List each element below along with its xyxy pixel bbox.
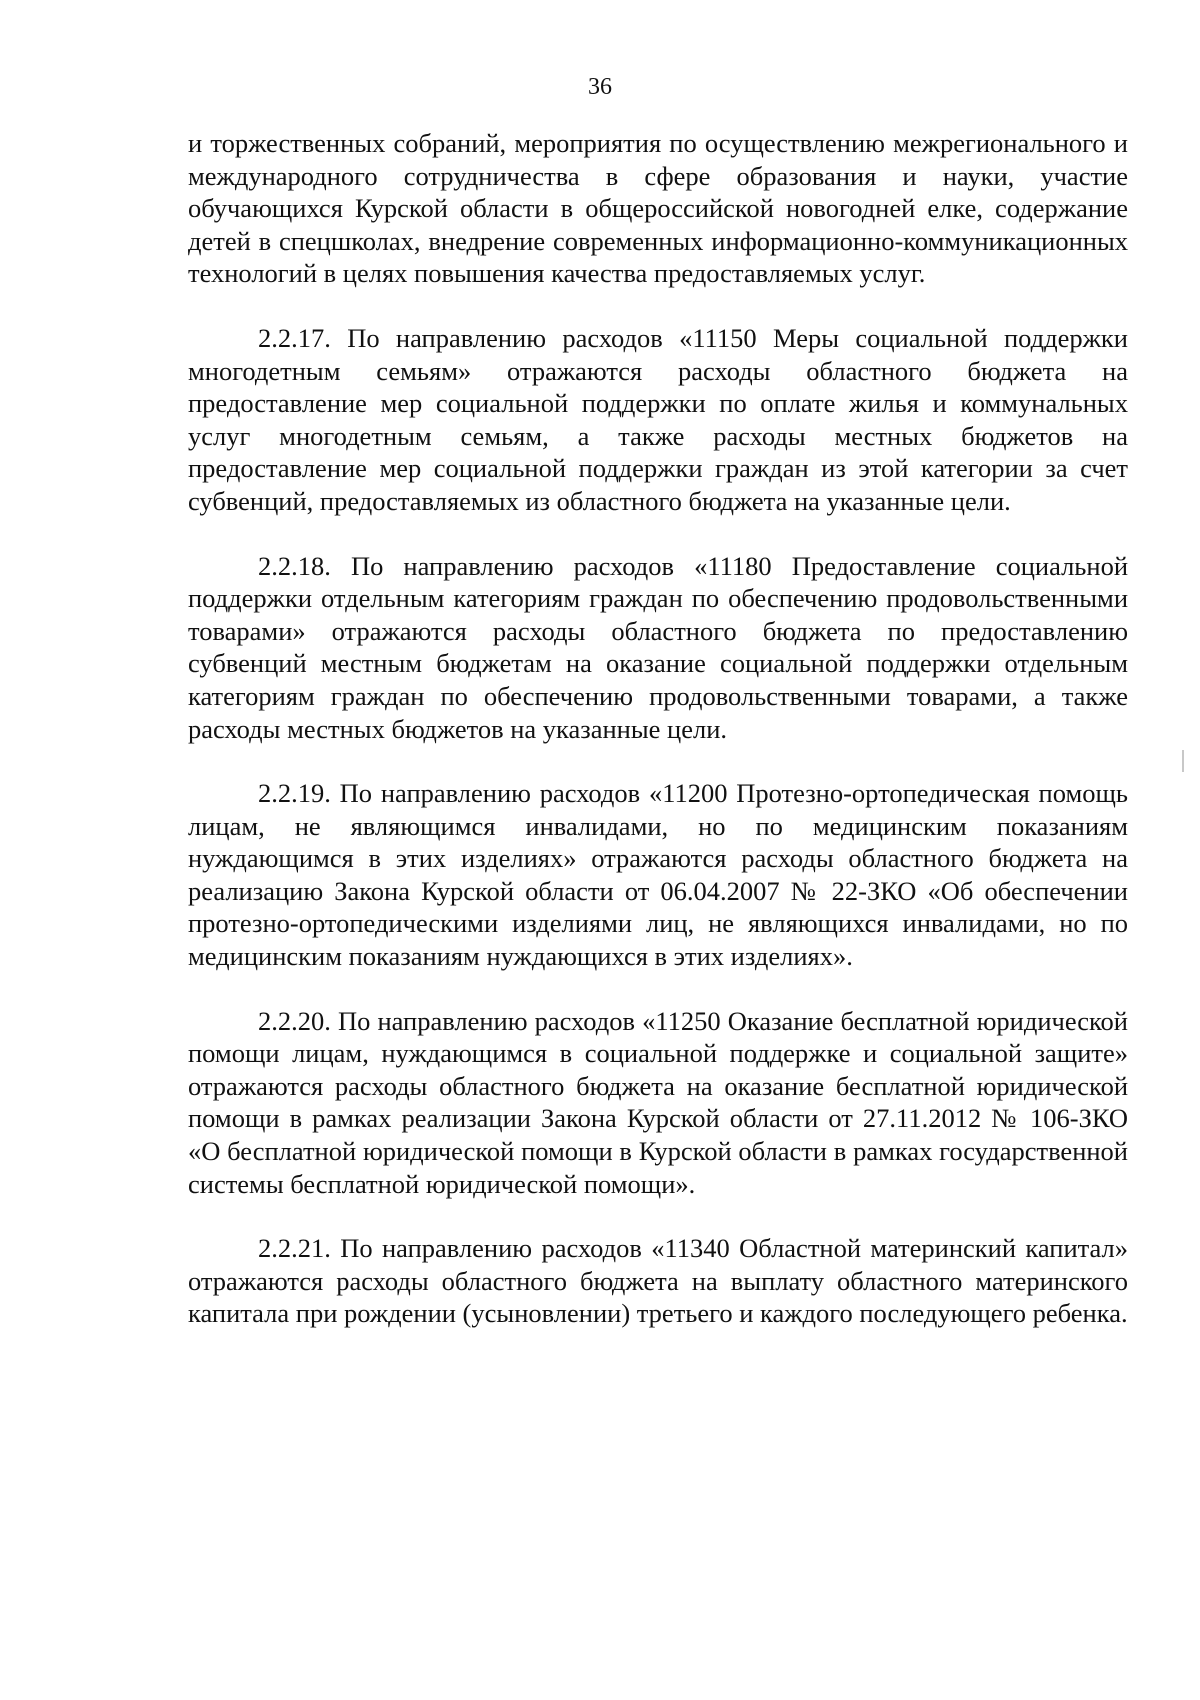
paragraph-2-2-21: 2.2.21. По направлению расходов «11340 Областной материнский капитал» отражаются расходы областного бюджета на выплату областного материнского капитала при рождении (усыновлении) третьего и каждого последующего ребенка. [188, 1233, 1128, 1329]
paragraph-2-2-18: 2.2.18. По направлению расходов «11180 Предоставление социальной поддержки отдельным категориям граждан по обеспечению продовольственными товарами» отражаются расходы областного бюджета по предоставлению субвенций местным бюджетам на оказание социальной поддержки отдельным категориям граждан по обеспечению продовольственными товарами, а также расходы местных бюджетов на указанные цели. [188, 550, 1128, 744]
paragraph-continuation: и торжественных собраний, мероприятия по осуществлению межрегионального и международного сотрудничества в сфере образования и науки, участие обучающихся Курской области в общероссийской новогодней елке, содержание детей в спецшколах, внедрение современных информационно-коммуникационных технологий в целях повышения качества предоставляемых услуг. [188, 128, 1128, 289]
document-body [188, 127, 1128, 1330]
scan-artifact [1182, 750, 1184, 772]
page-number: 36 [588, 74, 612, 100]
paragraph-2-2-20: 2.2.20. По направлению расходов «11250 Оказание бесплатной юридической помощи лицам, нуждающимся в социальной поддержке и социальной защите» отражаются расходы областного бюджета на оказание бесплатной юридической помощи в рамках реализации Закона Курской области от 27.11.2012 № 106-ЗКО «О бесплатной юридической помощи в Курской области в рамках государственной системы бесплатной юридической помощи». [188, 1005, 1128, 1199]
paragraph-2-2-19: 2.2.19. По направлению расходов «11200 Протезно-ортопедическая помощь лицам, не являющимся инвалидами, но по медицинским показаниям нуждающимся в этих изделиях» отражаются расходы областного бюджета на реализацию Закона Курской области от 06.04.2007 № 22-ЗКО «Об обеспечении протезно-ортопедическими изделиями лиц, не являющихся инвалидами, но по медицинским показаниям нуждающихся в этих изделиях». [188, 778, 1128, 972]
paragraph-2-2-17: 2.2.17. По направлению расходов «11150 Меры социальной поддержки многодетным семьям» отражаются расходы областного бюджета на предоставление мер социальной поддержки по оплате жилья и коммунальных услуг многодетным семьям, а также расходы местных бюджетов на предоставление мер социальной поддержки граждан из этой категории за счет субвенций, предоставляемых из областного бюджета на указанные цели. [188, 322, 1128, 516]
